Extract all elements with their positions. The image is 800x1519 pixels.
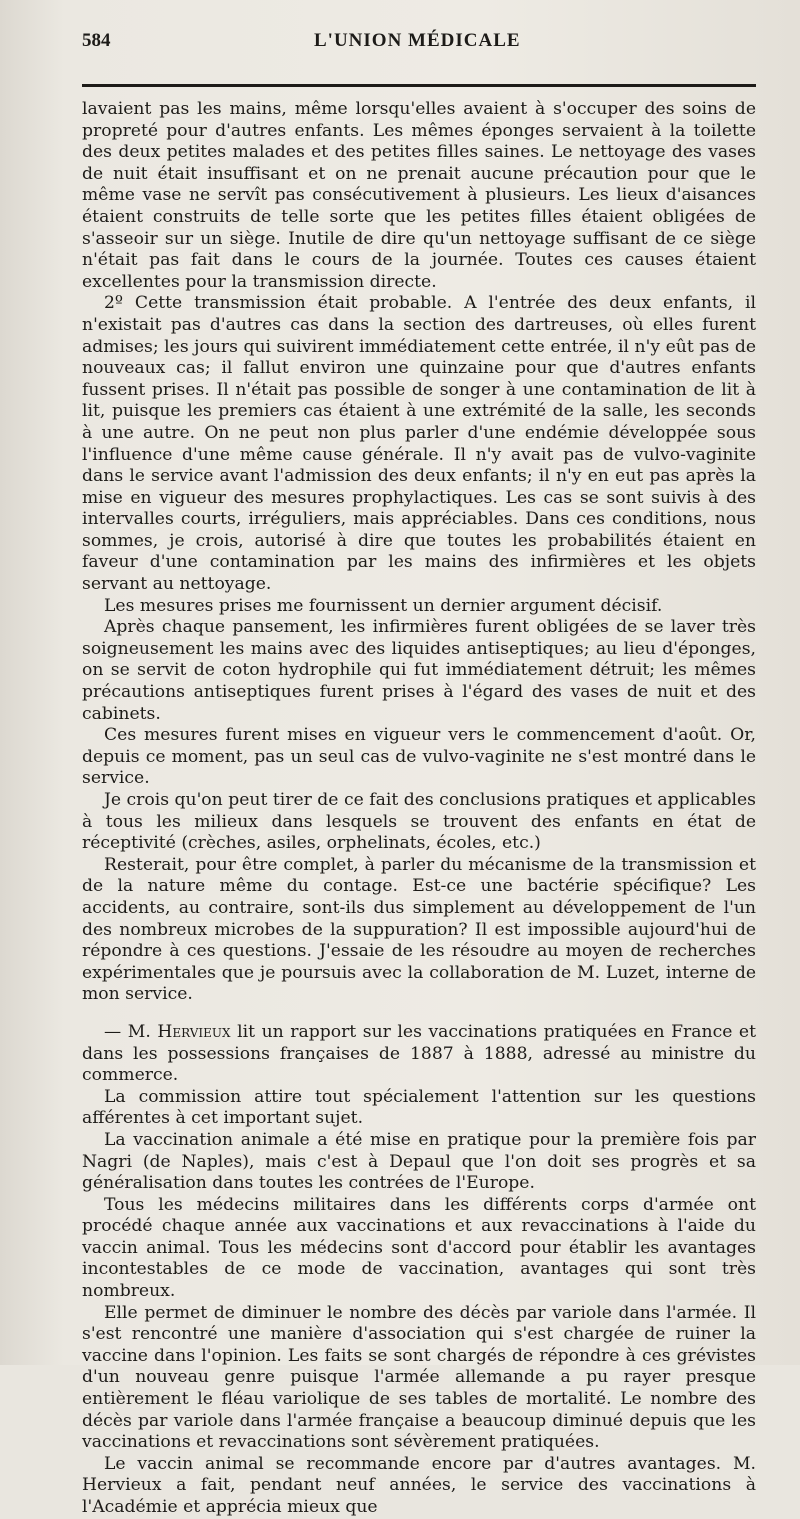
- paragraph-measures: Après chaque pansement, les infirmières furent obligées de se laver très soigneusement les mains avec des liquides antiseptiques; au lieu d'éponges, on se servit de coton hydrophile qui fut immédiatement détruit; les mêmes précautions antiseptiques furent prises à l'égard des vases de nuit et des cabinets.: [82, 617, 756, 724]
- paragraph-continuation: lavaient pas les mains, même lorsqu'elles avaient à s'occuper des soins de propreté pour d'autres enfants. Les mêmes éponges servaient à la toilette des deux petites malades et des petites filles saines. Le nettoyage des vases de nuit était insuffisant et on ne prenait aucune précaution pour que le même vase ne servît pas consécutivement à plusieurs. Les lieux d'aisances étaient construits de telle sorte que les petites filles étaient obligées de s'asseoir sur un siège. Inutile de dire qu'un nettoyage suffisant de ce siège n'était pas fait dans le cours de la journée. Toutes ces causes étaient excellentes pour la transmission directe.: [82, 99, 756, 292]
- paragraph-variola-deaths: Elle permet de diminuer le nombre des décès par variole dans l'armée. Il s'est rencontré une manière d'association qui s'est chargée de ruiner la vaccine dans l'opinion. Les faits se sont chargés de répondre à ces grévistes d'un nouveau genre puisque l'armée allemande a pu rayer presque entièrement le fléau variolique de ses tables de mortalité. Le nombre des décès par variole dans l'armée française a beaucoup diminué depuis que les vaccinations et revaccinations sont sévèrement pratiquées.: [82, 1302, 756, 1453]
- paragraph-animal-vaccination: La vaccination animale a été mise en pratique pour la première fois par Nagri (de Naples), mais c'est à Depaul que l'on doit ses progrès et sa généralisation dans toutes les contrées de l'Europe.: [82, 1129, 756, 1194]
- running-title: L'UNION MÉDICALE: [314, 30, 521, 51]
- paragraph-commission: La commission attire tout spécialement l'attention sur les questions afférentes à cet important sujet.: [82, 1086, 756, 1129]
- paragraph-conclusions: Je crois qu'on peut tirer de ce fait des conclusions pratiques et applicables à tous les milieux dans lesquels se trouvent des enfants en état de réceptivité (crèches, asiles, orphelinats, écoles, etc.): [82, 790, 756, 854]
- page-header: [82, 30, 756, 60]
- paragraph-other-advantages: Le vaccin animal se recommande encore par d'autres avantages. M. Hervieux a fait, pendant neuf années, le service des vaccinations à l'Académie et apprécia mieux que: [82, 1453, 756, 1517]
- paragraph-argument: Les mesures prises me fournissent un dernier argument décisif.: [104, 595, 663, 616]
- report-author: Hervieux: [157, 1021, 231, 1042]
- paragraph-point-2: 2º Cette transmission était probable. A l'entrée des deux enfants, il n'existait pas d'autres cas dans la section des dartreuses, où elles furent admises; les jours qui suivirent immédiatement cette entrée, il n'y eût pas de nouveaux cas; il fallut environ une quinzaine pour que d'autres enfants fussent prises. Il n'était pas possible de songer à une contamination de lit à lit, puisque les premiers cas étaient à une extrémité de la salle, les seconds à une autre. On ne peut non plus parler d'une endémie développée sous l'influence d'une même cause générale. Il n'y avait pas de vulvo-vaginite dans le service avant l'admission des deux enfants; il n'y en eut pas après la mise en vigueur des mesures prophylactiques. Les cas se sont suivis à des intervalles courts, irréguliers, mais appréciables. Dans ces conditions, nous sommes, je crois, autorisé à dire que toutes les probabilités étaient en faveur d'une contamination par les mains des infirmières et les objets servant au nettoyage.: [82, 293, 756, 595]
- paragraph-august: Ces mesures furent mises en vigueur vers le commencement d'août. Or, depuis ce moment, pas un seul cas de vulvo-vaginite ne s'est montré dans le service.: [82, 725, 756, 789]
- paragraph-report-intro: [82, 1022, 756, 1087]
- header-rule: [82, 84, 756, 87]
- paragraph-military: Tous les médecins militaires dans les différents corps d'armée ont procédé chaque année aux vaccinations et aux revaccinations à l'aide du vaccin animal. Tous les médecins sont d'accord pour établir les avantages incontestables de ce mode de vaccination, avantages qui sont très nombreux.: [82, 1194, 756, 1302]
- report-text: lit un rapport sur les vaccinations pratiquées en France et dans les possessions françaises de 1887 à 1888, adressé au ministre du commerce.: [82, 1021, 757, 1086]
- report-lead: — M.: [104, 1021, 151, 1042]
- page-number: 584: [82, 30, 111, 51]
- article-body: [82, 99, 756, 1519]
- paragraph-mechanism: Resterait, pour être complet, à parler du mécanisme de la transmission et de la nature même du contage. Est-ce une bactérie spécifique? Les accidents, au contraire, sont-ils dus simplement au développement de l'un des nombreux microbes de la suppuration? Il est impossible aujourd'hui de répondre à ces questions. J'essaie de les résoudre au moyen de recherches expérimentales que je poursuis avec la collaboration de M. Luzet, interne de mon service.: [82, 854, 756, 1005]
